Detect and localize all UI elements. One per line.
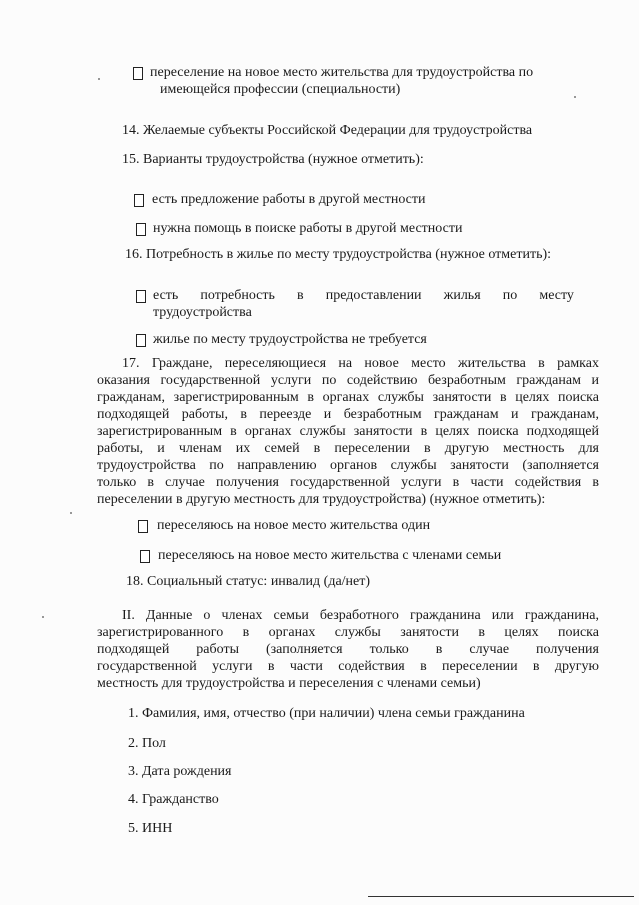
word: жилья [443, 288, 481, 303]
field-inn: 5. ИНН [128, 821, 173, 836]
section-line: II. Данные о членах семьи безработного гражданина или гражданина, [122, 608, 599, 623]
paragraph-line: работы, и членам их семей в переселении в другую местность для [97, 441, 599, 456]
paragraph-line: гражданам, зарегистрированным в органах службы занятости в целях поиска [97, 390, 599, 405]
section-2-family-data [97, 607, 599, 692]
option-housing-needed-line1 [153, 287, 574, 304]
checkbox-job-search-help[interactable] [136, 223, 146, 236]
item-18-social-status: 18. Социальный статус: инвалид (да/нет) [126, 574, 371, 589]
section-line: местность для трудоустройства и переселения с членами семьи) [97, 676, 481, 691]
item-15-employment-options: 15. Варианты трудоустройства (нужное отметить): [122, 152, 424, 167]
section-line: подходящей работы (заполняется только в случае получения [97, 642, 599, 657]
item-17-relocation-paragraph [97, 355, 599, 508]
paragraph-line: подходящей работы, в переезде и безработным гражданам и гражданам, [97, 407, 599, 422]
footer-line [368, 896, 634, 897]
paragraph-line: зарегистрированным в органах службы занятости в целях поиска подходящей [97, 424, 599, 439]
option-job-offer: есть предложение работы в другой местности [152, 192, 426, 207]
section-line: зарегистрированного в органах службы занятости в целях поиска [97, 625, 599, 640]
scan-speck [574, 96, 576, 98]
word: есть [153, 288, 179, 303]
field-birth-date: 3. Дата рождения [128, 764, 232, 779]
checkbox-relocate-with-family[interactable] [140, 550, 150, 563]
option-relocate-alone: переселяюсь на новое место жительства один [157, 518, 431, 533]
option-housing-not-needed: жилье по месту трудоустройства не требуется [153, 332, 427, 347]
scan-speck [42, 616, 44, 618]
paragraph-line: 17. Граждане, переселяющиеся на новое место жительства в рамках [122, 356, 599, 371]
option-job-search-help: нужна помощь в поиске работы в другой местности [153, 221, 463, 236]
paragraph-line: трудоустройства по направлению органов службы занятости (заполняется [97, 458, 599, 473]
word: по [502, 288, 518, 303]
option-housing-needed [153, 287, 574, 321]
option-housing-needed-line2: трудоустройства [153, 305, 252, 320]
field-gender: 2. Пол [128, 736, 166, 751]
option-relocation-profession-line2: имеющейся профессии (специальности) [160, 82, 401, 97]
word: месту [539, 288, 574, 303]
paragraph-line: оказания государственной услуги по содействию безработным гражданам и [97, 373, 599, 388]
paragraph-line: только в случае получения государственной услуги в части содействия в [97, 475, 599, 490]
checkbox-relocation-profession[interactable] [133, 67, 143, 80]
word: потребность [200, 288, 275, 303]
section-line: государственной услуги в части содействия в переселении в другую [97, 659, 599, 674]
checkbox-job-offer[interactable] [134, 194, 144, 207]
item-14-desired-regions: 14. Желаемые субъекты Российской Федерации для трудоустройства [122, 123, 533, 138]
scan-speck [98, 78, 100, 80]
item-16-housing-need: 16. Потребность в жилье по месту трудоустройства (нужное отметить): [125, 247, 552, 262]
field-family-member-name: 1. Фамилия, имя, отчество (при наличии) члена семьи гражданина [128, 706, 525, 721]
option-relocate-with-family: переселяюсь на новое место жительства с членами семьи [158, 548, 502, 563]
word: предоставлении [325, 288, 422, 303]
checkbox-housing-not-needed[interactable] [136, 334, 146, 347]
option-relocation-profession [150, 64, 590, 98]
checkbox-relocate-alone[interactable] [138, 520, 148, 533]
checkbox-housing-needed[interactable] [136, 290, 146, 303]
scan-speck [70, 512, 72, 514]
word: в [297, 288, 304, 303]
option-relocation-profession-line1: переселение на новое место жительства для трудоустройства по [150, 65, 534, 80]
paragraph-line: переселении в другую местность для трудоустройства) (нужное отметить): [97, 492, 546, 507]
field-citizenship: 4. Гражданство [128, 792, 219, 807]
